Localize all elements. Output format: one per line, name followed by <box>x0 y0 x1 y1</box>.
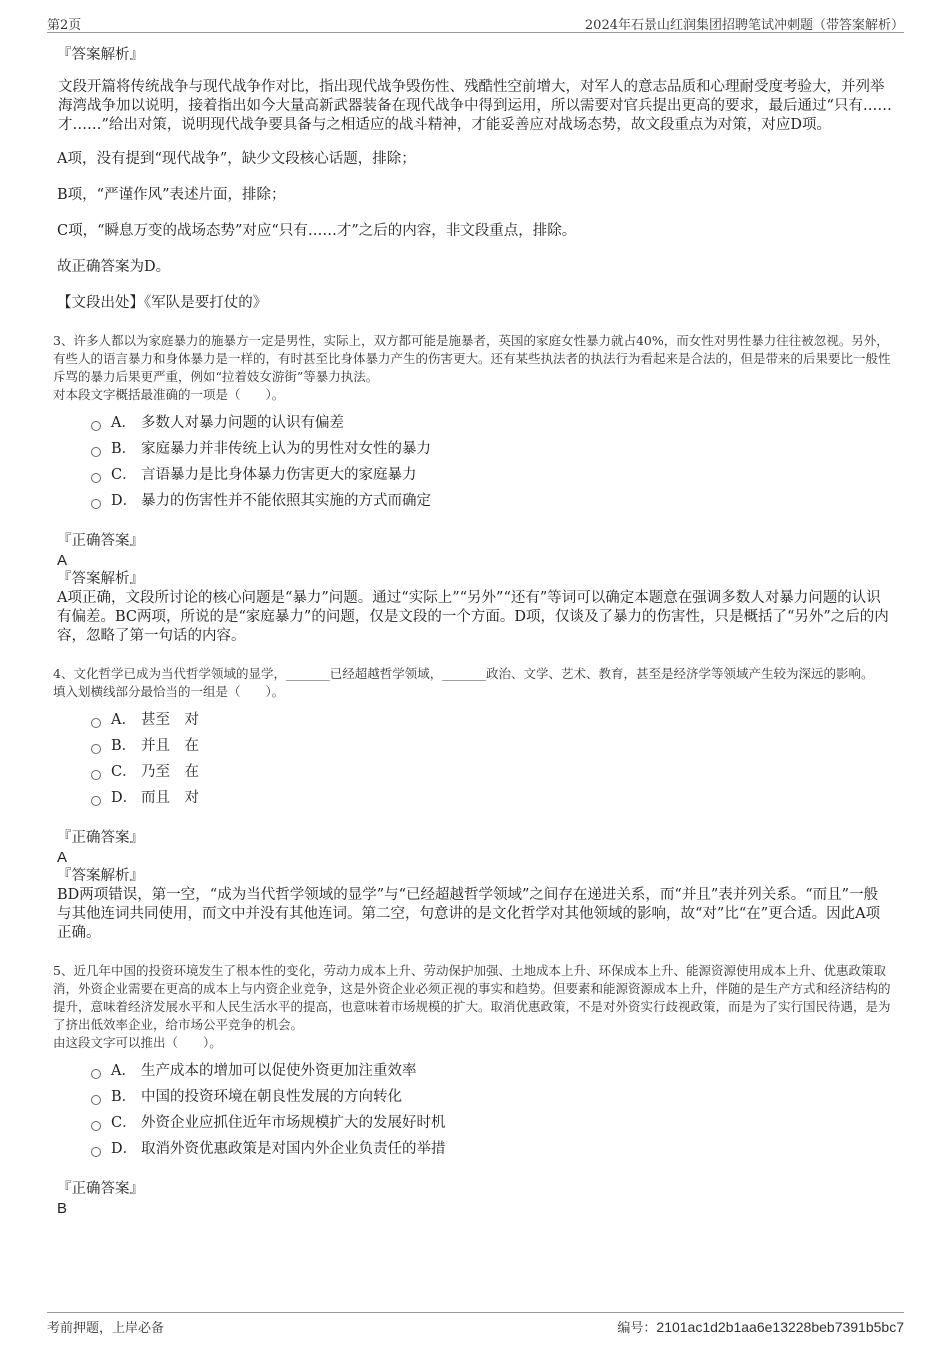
option-a[interactable]: A． 多数人对暴力问题的认识有偏差 <box>91 410 892 436</box>
radio-button[interactable] <box>91 796 101 806</box>
option-b[interactable]: B． 家庭暴力并非传统上认为的男性对女性的暴力 <box>91 436 892 462</box>
option-list <box>91 410 892 514</box>
option-b[interactable]: B． 并且 在 <box>91 733 892 759</box>
question-stem: 5、近几年中国的投资环境发生了根本性的变化，劳动力成本上升、劳动保护加强、土地成本上升、环保成本上升、能源资源使用成本上升、优惠政策取消，外资企业需要在更高的成本上与内资企业竞争，这是外资企业必须正视的事实和趋势。但要素和能源资源成本上升，伴随的是生产方式和经济结构的提升，意味着经济发展水平和人民生活水平的提高，也意味着市场规模的扩大。取消优惠政策，不是对外资实行歧视政策，而是为了实行国民待遇，是为了挤出低效率企业，给市场公平竞争的机会。 <box>53 963 891 1032</box>
footer-slogan: 考前押题，上岸必备 <box>47 1321 165 1336</box>
correct-answer-heading: 『正确答案』 <box>57 1181 144 1197</box>
analysis-conclusion: 故正确答案为D。 <box>57 259 171 275</box>
question-prompt: 由这段文字可以推出（ ）。 <box>53 1035 222 1050</box>
page-footer <box>47 1312 904 1337</box>
analysis-heading: 『答案解析』 <box>57 868 144 884</box>
analysis-option-b: B项，“严谨作风”表述片面，排除； <box>57 187 286 203</box>
radio-button[interactable] <box>91 1121 101 1131</box>
radio-button[interactable] <box>91 744 101 754</box>
option-d[interactable]: D． 取消外资优惠政策是对国内外企业负责任的举措 <box>91 1136 892 1162</box>
correct-answer: B <box>57 1200 68 1217</box>
analysis-option-a: A项，没有提到“现代战争”，缺少文段核心话题，排除； <box>57 151 416 167</box>
question-prompt: 对本段文字概括最准确的一项是（ ）。 <box>53 387 285 402</box>
option-a[interactable]: A． 生产成本的增加可以促使外资更加注重效率 <box>91 1058 892 1084</box>
analysis-text: A项正确，文段所讨论的核心问题是“暴力”问题。通过“实际上”“另外”“还有”等词可以确定本题意在强调多数人对暴力问题的认识有偏差。BC两项，所说的是“家庭暴力”的问题，仅是文段的一个方面。D项，仅谈及了暴力的伤害性，只是概括了“另外”之后的内容，忽略了第一句话的内容。 <box>57 590 889 644</box>
document-code <box>617 1317 904 1336</box>
question-5 <box>53 962 892 1218</box>
option-c[interactable]: C． 乃至 在 <box>91 759 892 785</box>
code-value: 2101ac1d2b1aa6e13228beb7391b5bc7 <box>656 1319 904 1335</box>
radio-button[interactable] <box>91 499 101 509</box>
option-d[interactable]: D． 暴力的伤害性并不能依照其实施的方式而确定 <box>91 488 892 514</box>
option-d[interactable]: D． 而且 对 <box>91 785 892 811</box>
passage-source: 【文段出处】《军队是要打仗的》 <box>57 295 268 311</box>
option-c[interactable]: C． 外资企业应抓住近年市场规模扩大的发展好时机 <box>91 1110 892 1136</box>
analysis-heading: 『答案解析』 <box>57 571 144 587</box>
radio-button[interactable] <box>91 421 101 431</box>
correct-answer-heading: 『正确答案』 <box>57 830 144 846</box>
question-4 <box>53 665 892 943</box>
option-b[interactable]: B． 中国的投资环境在朝良性发展的方向转化 <box>91 1084 892 1110</box>
correct-answer-heading: 『正确答案』 <box>57 533 144 549</box>
option-list <box>91 707 892 811</box>
correct-answer: A <box>57 552 68 569</box>
option-list <box>91 1058 892 1162</box>
question-stem: 3、许多人都以为家庭暴力的施暴方一定是男性，实际上，双方都可能是施暴者，英国的家庭女性暴力就占40%，而女性对男性暴力往往被忽视。另外，有些人的语言暴力和身体暴力是一样的，有时甚至比身体暴力产生的伤害更大。还有某些执法者的执法行为看起来是合法的，但是带来的后果要比一般性斥骂的暴力后果更严重，例如“拉着妓女游街”等暴力执法。 <box>53 333 891 384</box>
page-content <box>53 46 892 1218</box>
option-c[interactable]: C． 言语暴力是比身体暴力伤害更大的家庭暴力 <box>91 462 892 488</box>
radio-button[interactable] <box>91 447 101 457</box>
radio-button[interactable] <box>91 1147 101 1157</box>
question-3 <box>53 332 892 646</box>
radio-button[interactable] <box>91 1069 101 1079</box>
page-header <box>47 12 904 33</box>
correct-answer: A <box>57 849 68 866</box>
analysis-heading: 『答案解析』 <box>57 47 144 63</box>
radio-button[interactable] <box>91 718 101 728</box>
analysis-text: BD两项错误，第一空，“成为当代哲学领域的显学”与“已经超越哲学领域”之间存在递进关系，而“并且”表并列关系。“而且”一般与其他连词共同使用，而文中并没有其他连词。第二空，句意讲的是文化哲学对其他领域的影响，故“对”比“在”更合适。因此A项正确。 <box>57 887 881 941</box>
option-a[interactable]: A． 甚至 对 <box>91 707 892 733</box>
document-title: 2024年石景山红润集团招聘笔试冲刺题（带答案解析） <box>584 18 904 33</box>
analysis-option-c: C项，“瞬息万变的战场态势”对应“只有……才”之后的内容，非文段重点，排除。 <box>57 223 577 239</box>
analysis-paragraph: 文段开篇将传统战争与现代战争作对比，指出现代战争毁伤性、残酷性空前增大，对军人的意志品质和心理耐受度考验大，并列举海湾战争加以说明，接着指出如今大量高新武器装备在现代战争中得到运用，所以需要对官兵提出更高的要求，最后通过“只有……才……”给出对策，说明现代战争要具备与之相适应的战斗精神，才能妥善应对战场态势，故文段重点为对策，对应D项。 <box>58 79 892 133</box>
radio-button[interactable] <box>91 770 101 780</box>
radio-button[interactable] <box>91 1095 101 1105</box>
radio-button[interactable] <box>91 473 101 483</box>
code-label: 编号： <box>617 1321 657 1336</box>
question-stem: 4、文化哲学已成为当代哲学领域的显学，_______已经超越哲学领域，_______政治、文学、艺术、教育，甚至是经济学等领域产生较为深远的影响。 <box>53 666 874 681</box>
question-prompt: 填入划横线部分最恰当的一组是（ ）。 <box>53 684 285 699</box>
page-number: 第2页 <box>47 18 82 33</box>
